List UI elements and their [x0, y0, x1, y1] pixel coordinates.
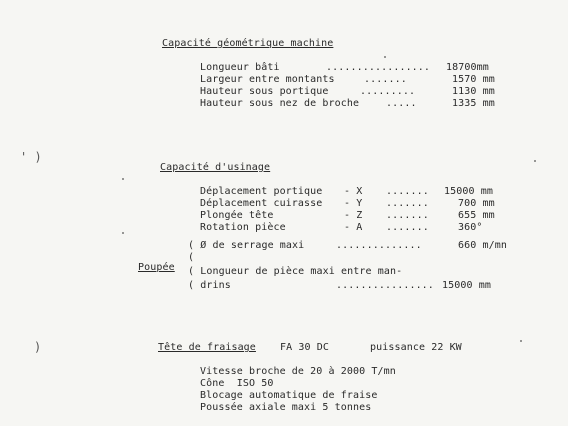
axis-label: - Y [344, 198, 363, 209]
leader-dots: ....... [364, 74, 407, 85]
scan-speck [534, 160, 536, 162]
scan-speck [384, 56, 386, 58]
leader-dots: ......... [360, 86, 416, 97]
milling-head-model: FA 30 DC [280, 342, 329, 353]
bracket-mark: ( [188, 252, 195, 263]
spec-value: 1335 mm [452, 98, 495, 109]
spec-value: 1570 mm [452, 74, 495, 85]
spec-label: Plongée tête [200, 210, 274, 221]
spec-label: ( Longueur de pièce maxi entre man- [188, 266, 403, 277]
spec-label: Longueur bâti [200, 62, 280, 73]
axis-label: - A [344, 222, 363, 233]
poupee-label: Poupée [138, 262, 175, 273]
leader-dots: ....... [386, 222, 429, 233]
leader-dots: .............. [336, 240, 422, 251]
leader-dots: ................ [336, 280, 434, 291]
axis-label: - Z [344, 210, 363, 221]
spec-value: 700 mm [458, 198, 495, 209]
section-title-geometric-capacity: Capacité géométrique machine [162, 38, 334, 49]
spec-value: 18700mm [446, 62, 489, 73]
spec-label: Rotation pièce [200, 222, 286, 233]
leader-dots: ....... [386, 210, 429, 221]
spec-value: 655 mm [458, 210, 495, 221]
margin-mark: ' ) [20, 150, 42, 164]
feature-line: Cône ISO 50 [200, 378, 274, 389]
scan-speck [122, 178, 124, 180]
spec-label: Déplacement portique [200, 186, 323, 197]
margin-mark: ) [34, 340, 42, 354]
leader-dots: ..... [386, 98, 417, 109]
axis-label: - X [344, 186, 363, 197]
spec-value: 15000 mm [442, 280, 491, 291]
spec-label: ( drins [188, 280, 231, 291]
spec-label: Hauteur sous portique [200, 86, 329, 97]
spec-label: Largeur entre montants [200, 74, 335, 85]
spec-value: 15000 mm [444, 186, 493, 197]
feature-line: Vitesse broche de 20 à 2000 T/mn [200, 366, 396, 377]
scan-speck [122, 232, 124, 234]
scan-speck [520, 340, 522, 342]
feature-line: Blocage automatique de fraise [200, 390, 378, 401]
spec-value: 360° [458, 222, 483, 233]
spec-value: 660 m/mn [458, 240, 507, 251]
spec-label: Hauteur sous nez de broche [200, 98, 360, 109]
leader-dots: ....... [386, 186, 429, 197]
section-title-machining-capacity: Capacité d'usinage [160, 162, 271, 173]
spec-value: 1130 mm [452, 86, 495, 97]
milling-head-power: puissance 22 KW [370, 342, 462, 353]
spec-label: Déplacement cuirasse [200, 198, 323, 209]
leader-dots: ....... [386, 198, 429, 209]
feature-line: Poussée axiale maxi 5 tonnes [200, 402, 372, 413]
section-title-milling-head: Tête de fraisage [158, 342, 256, 353]
leader-dots: ................. [326, 62, 431, 73]
spec-label: ( Ø de serrage maxi [188, 240, 305, 251]
